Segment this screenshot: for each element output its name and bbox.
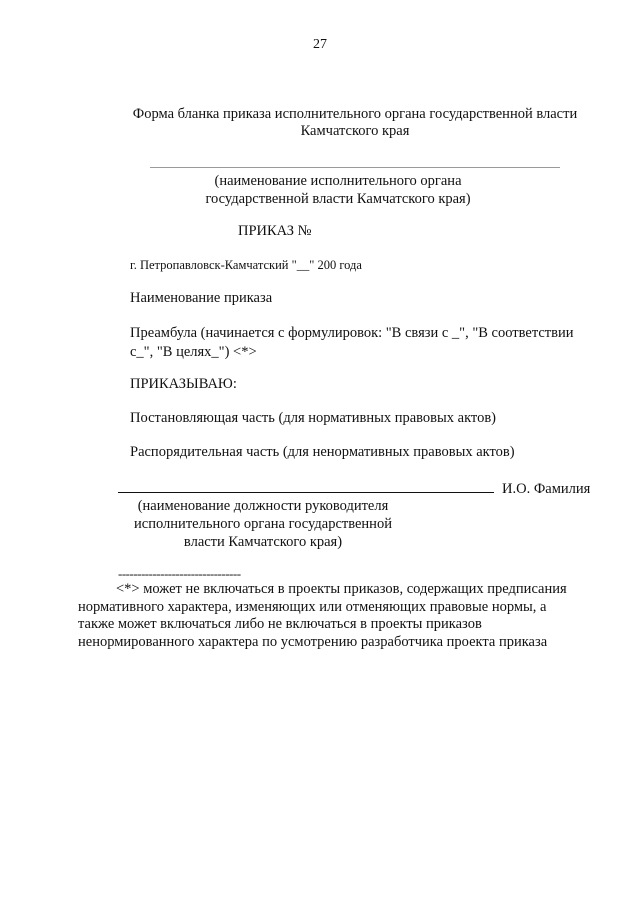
footnote-line: также может включаться либо не включаться в проекты приказов <box>78 616 482 632</box>
form-title-line: Камчатского края <box>300 123 410 139</box>
footnote-line: <*> может не включаться в проекты приказов, содержащих предписания <box>116 581 567 597</box>
page-number: 27 <box>313 37 327 52</box>
form-title-line: Форма бланка приказа исполнительного органа государственной власти <box>132 106 578 122</box>
order-name: Наименование приказа <box>130 290 273 306</box>
position-caption <box>118 497 408 551</box>
footnote <box>78 581 595 651</box>
order-word: ПРИКАЗЫВАЮ: <box>130 376 237 392</box>
position-caption-line: исполнительного органа государственной <box>134 516 392 532</box>
order-heading: ПРИКАЗ № <box>238 223 312 239</box>
resolutive-part: Постановляющая часть (для нормативных правовых актов) <box>130 410 497 426</box>
footnote-line: нормативного характера, изменяющих или отменяющих правовые нормы, а <box>78 598 547 615</box>
signature-line <box>118 492 494 493</box>
preamble-line: Преамбула (начинается с формулировок: "В связи с _", "В соответствии <box>130 325 574 341</box>
authority-name-line <box>150 167 560 168</box>
preamble <box>130 324 573 362</box>
footnote-separator: -------------------------------- <box>118 566 241 581</box>
form-title <box>90 106 620 140</box>
position-caption-line: (наименование должности руководителя <box>137 498 389 514</box>
signature-name: И.О. Фамилия <box>502 481 591 497</box>
place-date-line: г. Петропавловск-Камчатский "__" 200 года <box>130 258 362 272</box>
administrative-part: Распорядительная часть (для ненормативных правовых актов) <box>130 444 515 460</box>
authority-caption <box>168 172 508 208</box>
authority-caption-line: (наименование исполнительного органа <box>214 173 462 189</box>
position-caption-line: власти Камчатского края) <box>183 534 343 550</box>
preamble-line: с_", "В целях_") <*> <box>130 344 257 360</box>
footnote-line: ненормированного характера по усмотрению разработчика проекта приказа <box>78 633 548 650</box>
authority-caption-line: государственной власти Камчатского края) <box>205 191 471 207</box>
